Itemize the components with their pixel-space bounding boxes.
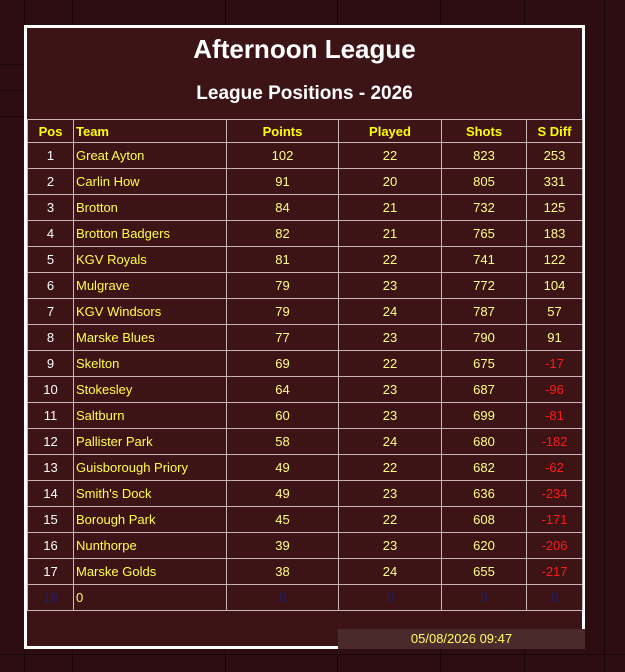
- shot-diff-cell: 104: [527, 273, 583, 299]
- points-cell: 49: [227, 455, 339, 481]
- played-cell: 24: [339, 559, 442, 585]
- points-cell: 60: [227, 403, 339, 429]
- shots-cell: 699: [442, 403, 527, 429]
- played-cell: 22: [339, 247, 442, 273]
- grid-line: [604, 0, 605, 672]
- position-cell: 7: [28, 299, 74, 325]
- table-row: [28, 273, 583, 299]
- shots-cell: 787: [442, 299, 527, 325]
- position-cell: 5: [28, 247, 74, 273]
- column-header-pos: Pos: [28, 120, 74, 143]
- shots-cell: 687: [442, 377, 527, 403]
- played-cell: 23: [339, 481, 442, 507]
- position-cell: 9: [28, 351, 74, 377]
- shot-diff-cell: 253: [527, 143, 583, 169]
- points-cell: 45: [227, 507, 339, 533]
- table-row: [28, 169, 583, 195]
- points-cell: 102: [227, 143, 339, 169]
- team-name-cell: KGV Royals: [74, 247, 227, 273]
- shots-cell: 823: [442, 143, 527, 169]
- shots-cell: 608: [442, 507, 527, 533]
- position-cell: 18: [28, 585, 74, 611]
- shot-diff-cell: -96: [527, 377, 583, 403]
- position-cell: 10: [28, 377, 74, 403]
- shots-cell: 636: [442, 481, 527, 507]
- shots-cell: 790: [442, 325, 527, 351]
- points-cell: 39: [227, 533, 339, 559]
- position-cell: 8: [28, 325, 74, 351]
- league-table-panel: [24, 25, 585, 649]
- grid-line: [0, 654, 625, 655]
- shot-diff-cell: 91: [527, 325, 583, 351]
- shot-diff-cell: -17: [527, 351, 583, 377]
- shot-diff-cell: 0: [527, 585, 583, 611]
- shot-diff-cell: -62: [527, 455, 583, 481]
- team-name-cell: KGV Windsors: [74, 299, 227, 325]
- table-row: [28, 221, 583, 247]
- shots-cell: 620: [442, 533, 527, 559]
- played-cell: 21: [339, 221, 442, 247]
- shot-diff-cell: -206: [527, 533, 583, 559]
- position-cell: 3: [28, 195, 74, 221]
- table-row: [28, 143, 583, 169]
- table-row: [28, 533, 583, 559]
- column-header-sdiff: S Diff: [527, 120, 583, 143]
- team-name-cell: Carlin How: [74, 169, 227, 195]
- shots-cell: 655: [442, 559, 527, 585]
- league-positions-table: [27, 119, 583, 611]
- played-cell: 23: [339, 325, 442, 351]
- league-subtitle: League Positions - 2026: [196, 83, 413, 104]
- table-row: [28, 403, 583, 429]
- played-cell: 23: [339, 273, 442, 299]
- played-cell: 0: [339, 585, 442, 611]
- column-header-played: Played: [339, 120, 442, 143]
- table-row: [28, 507, 583, 533]
- position-cell: 13: [28, 455, 74, 481]
- table-row: [28, 481, 583, 507]
- team-name-cell: Pallister Park: [74, 429, 227, 455]
- shot-diff-cell: 125: [527, 195, 583, 221]
- points-cell: 82: [227, 221, 339, 247]
- played-cell: 22: [339, 455, 442, 481]
- points-cell: 58: [227, 429, 339, 455]
- team-name-cell: Skelton: [74, 351, 227, 377]
- points-cell: 79: [227, 299, 339, 325]
- points-cell: 69: [227, 351, 339, 377]
- shot-diff-cell: -217: [527, 559, 583, 585]
- team-name-cell: Marske Blues: [74, 325, 227, 351]
- column-header-shots: Shots: [442, 120, 527, 143]
- table-row: [28, 455, 583, 481]
- points-cell: 77: [227, 325, 339, 351]
- points-cell: 81: [227, 247, 339, 273]
- points-cell: 91: [227, 169, 339, 195]
- shot-diff-cell: -234: [527, 481, 583, 507]
- position-cell: 6: [28, 273, 74, 299]
- points-cell: 0: [227, 585, 339, 611]
- played-cell: 20: [339, 169, 442, 195]
- played-cell: 24: [339, 429, 442, 455]
- team-name-cell: Brotton Badgers: [74, 221, 227, 247]
- shots-cell: 741: [442, 247, 527, 273]
- table-row: [28, 247, 583, 273]
- shots-cell: 732: [442, 195, 527, 221]
- table-row: [28, 377, 583, 403]
- team-name-cell: Mulgrave: [74, 273, 227, 299]
- played-cell: 22: [339, 351, 442, 377]
- shot-diff-cell: -171: [527, 507, 583, 533]
- grid-line: [0, 90, 24, 91]
- position-cell: 2: [28, 169, 74, 195]
- points-cell: 79: [227, 273, 339, 299]
- shot-diff-cell: 331: [527, 169, 583, 195]
- played-cell: 23: [339, 377, 442, 403]
- league-title: Afternoon League: [193, 34, 416, 64]
- position-cell: 11: [28, 403, 74, 429]
- shot-diff-cell: -182: [527, 429, 583, 455]
- table-row: [28, 429, 583, 455]
- shots-cell: 805: [442, 169, 527, 195]
- played-cell: 24: [339, 299, 442, 325]
- team-name-cell: Stokesley: [74, 377, 227, 403]
- table-row: [28, 351, 583, 377]
- column-header-team: Team: [74, 120, 227, 143]
- position-cell: 17: [28, 559, 74, 585]
- shots-cell: 0: [442, 585, 527, 611]
- team-name-cell: Borough Park: [74, 507, 227, 533]
- timestamp: 05/08/2026 09:47: [338, 629, 585, 649]
- grid-line: [0, 64, 24, 65]
- played-cell: 23: [339, 403, 442, 429]
- position-cell: 4: [28, 221, 74, 247]
- team-name-cell: 0: [74, 585, 227, 611]
- shot-diff-cell: 183: [527, 221, 583, 247]
- table-row: [28, 195, 583, 221]
- shots-cell: 772: [442, 273, 527, 299]
- shot-diff-cell: 57: [527, 299, 583, 325]
- position-cell: 16: [28, 533, 74, 559]
- shots-cell: 682: [442, 455, 527, 481]
- team-name-cell: Brotton: [74, 195, 227, 221]
- played-cell: 23: [339, 533, 442, 559]
- team-name-cell: Marske Golds: [74, 559, 227, 585]
- shots-cell: 675: [442, 351, 527, 377]
- shot-diff-cell: 122: [527, 247, 583, 273]
- team-name-cell: Great Ayton: [74, 143, 227, 169]
- played-cell: 22: [339, 143, 442, 169]
- points-cell: 64: [227, 377, 339, 403]
- played-cell: 22: [339, 507, 442, 533]
- grid-line: [0, 116, 24, 117]
- team-name-cell: Saltburn: [74, 403, 227, 429]
- team-name-cell: Nunthorpe: [74, 533, 227, 559]
- points-cell: 38: [227, 559, 339, 585]
- position-cell: 1: [28, 143, 74, 169]
- points-cell: 84: [227, 195, 339, 221]
- position-cell: 14: [28, 481, 74, 507]
- table-row-empty: [28, 585, 583, 611]
- team-name-cell: Guisborough Priory: [74, 455, 227, 481]
- shot-diff-cell: -81: [527, 403, 583, 429]
- table-row: [28, 299, 583, 325]
- shots-cell: 680: [442, 429, 527, 455]
- table-row: [28, 559, 583, 585]
- table-body: [28, 143, 583, 611]
- shots-cell: 765: [442, 221, 527, 247]
- played-cell: 21: [339, 195, 442, 221]
- table-row: [28, 325, 583, 351]
- position-cell: 15: [28, 507, 74, 533]
- team-name-cell: Smith's Dock: [74, 481, 227, 507]
- points-cell: 49: [227, 481, 339, 507]
- column-header-points: Points: [227, 120, 339, 143]
- table-header-row: [28, 120, 583, 143]
- position-cell: 12: [28, 429, 74, 455]
